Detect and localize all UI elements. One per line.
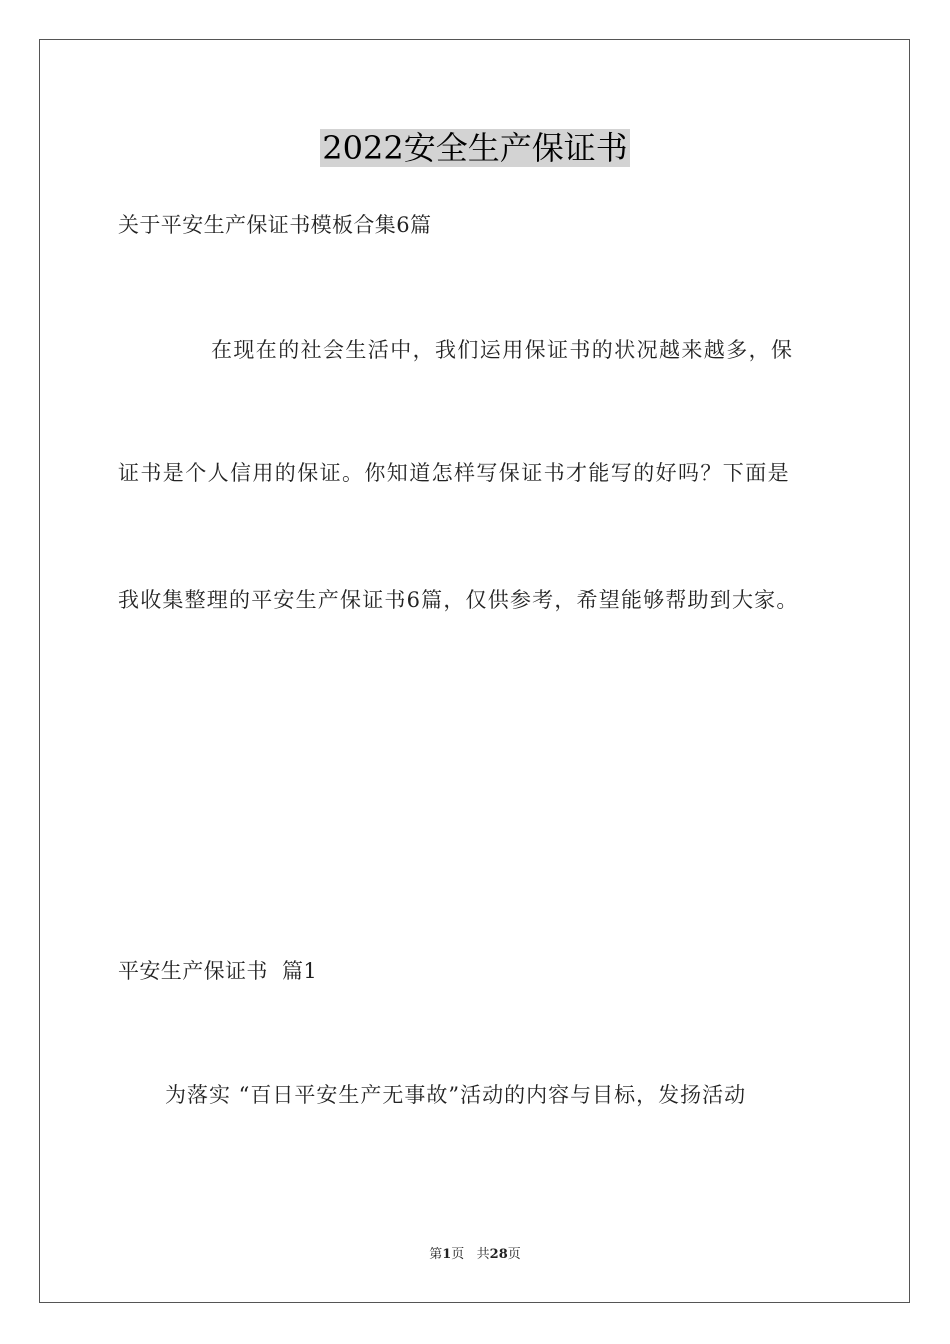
intro-line-3: 我收集整理的平安生产保证书6篇，仅供参考，希望能够帮助到大家。 <box>118 588 799 612</box>
section-first-line: 为落实 “百日平安生产无事故”活动的内容与目标，发扬活动 <box>165 1083 747 1107</box>
section-heading: 平安生产保证书 篇1 <box>118 959 318 983</box>
intro-line-2: 证书是个人信用的保证。你知道怎样写保证书才能写的好吗？下面是 <box>118 461 790 485</box>
footer-page-mid: 页 共 <box>451 1247 490 1262</box>
document-title: 2022安全生产保证书 <box>322 129 628 167</box>
page-footer <box>0 1246 950 1264</box>
footer-page-number: 1 <box>442 1247 452 1262</box>
document-subtitle: 关于平安生产保证书模板合集6篇 <box>118 213 432 237</box>
footer-page-suffix: 页 <box>507 1247 521 1262</box>
footer-total-pages: 28 <box>489 1247 508 1262</box>
footer-page-prefix: 第 <box>429 1247 443 1262</box>
document-title-block <box>0 126 950 170</box>
intro-line-1: 在现在的社会生活中，我们运用保证书的状况越来越多，保 <box>211 338 794 362</box>
